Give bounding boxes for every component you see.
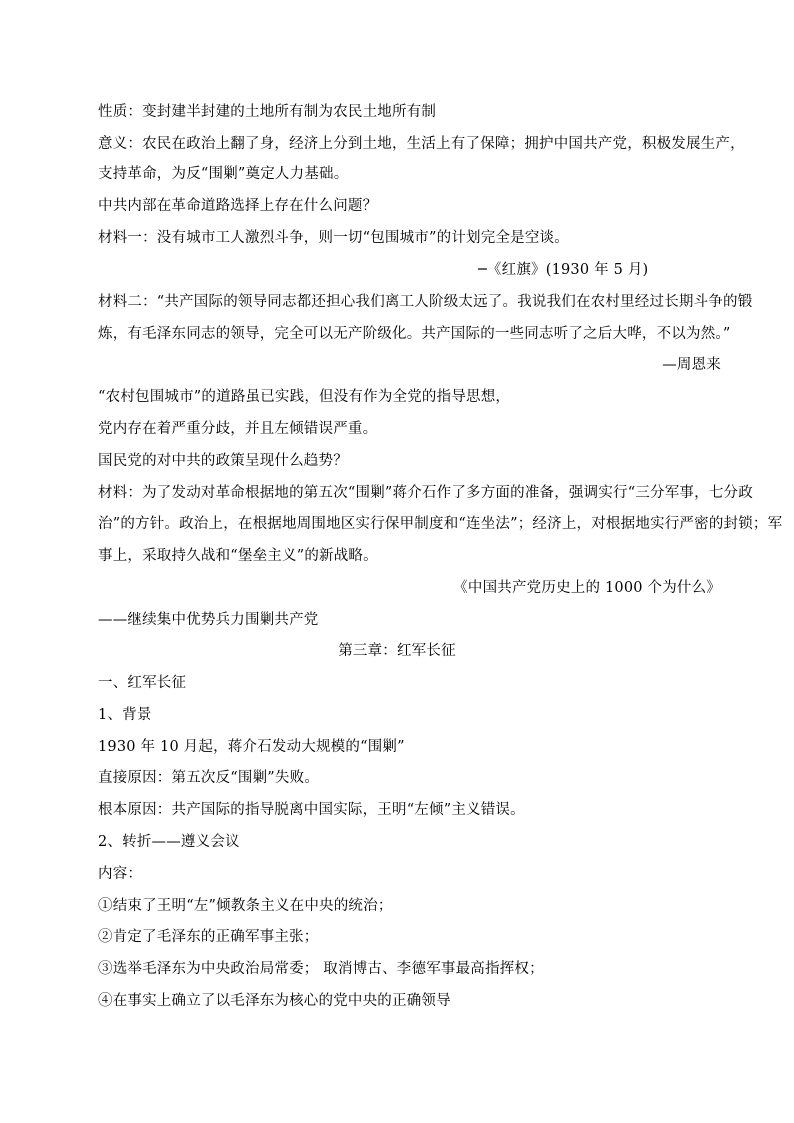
section-heading-long-march: 一、红军长征 [98,675,187,691]
text-line-content-label: 内容： [98,866,143,882]
list-item-4: ④在事实上确立了以毛泽东为核心的党中央的正确领导 [98,993,451,1009]
text-line-significance-cont: 支持革命，为反“围剿”奠定人力基础。 [98,166,349,182]
question-heading-kmt: 国民党的对中共的政策呈现什么趋势？ [98,453,348,469]
text-line-property: 性质：变封建半封建的土地所有制为农民土地所有制 [98,104,437,120]
citation-red-flag: ─《红旗》(1930 年 5 月) [478,262,649,278]
text-line-practice: “农村包围城市”的道路虽已实践，但没有作为全党的指导思想， [98,389,511,405]
text-line-1930: 1930 年 10 月起，蒋介石发动大规模的“围剿” [98,739,405,755]
citation-zhou-enlai: —周恩来 [662,357,721,373]
text-line-root-cause: 根本原因：共产国际的指导脱离中国实际，王明“左倾”主义错误。 [98,802,525,818]
subheading-background: 1、背景 [98,707,152,723]
material-two-cont: 炼，有毛泽东同志的领导，完全可以无产阶级化。共产国际的一些同志听了之后大哗，不以为然。” [98,326,731,342]
material-kmt-cont-1: 治”的方针。政治上，在根据地周围地区实行保甲制度和“连坐法”；经济上，对根据地实行严密的封锁；军 [98,516,783,532]
chapter-title: 第三章：红军长征 [338,643,456,659]
list-item-1: ①结束了王明“左”倾教条主义在中央的统治； [98,898,393,914]
citation-book: 《中国共产党历史上的 1000 个为什么》 [453,580,721,596]
material-one: 材料一：没有城市工人激烈斗争，则一切“包围城市”的计划完全是空谈。 [98,230,569,246]
question-heading: 中共内部在革命道路选择上存在什么问题？ [98,198,378,214]
text-line-significance: 意义：农民在政治上翻了身，经济上分到土地，生活上有了保障；拥护中国共产党，积极发展生产， [98,136,745,152]
list-item-3: ③选举毛泽东为中央政治局常委； 取消博古、李德军事最高指挥权； [98,961,544,977]
list-item-2: ②肯定了毛泽东的正确军事主张； [98,929,319,945]
text-line-conclusion: ——继续集中优势兵力围剿共产党 [98,612,319,628]
material-kmt: 材料：为了发动对革命根据地的第五次“围剿”蒋介石作了多方面的准备，强调实行“三分军事，七分政 [98,485,753,501]
text-line-divergence: 党内存在着严重分歧，并且左倾错误严重。 [98,421,378,437]
material-kmt-cont-2: 事上，采取持久战和“堡垒主义”的新战略。 [98,548,378,564]
material-two: 材料二：“共产国际的领导同志都还担心我们离工人阶级太远了。我说我们在农村里经过长期斗争的锻 [98,294,753,310]
text-line-direct-cause: 直接原因：第五次反“围剿”失败。 [98,770,320,786]
subheading-zunyi: 2、转折——遵义会议 [98,834,240,850]
